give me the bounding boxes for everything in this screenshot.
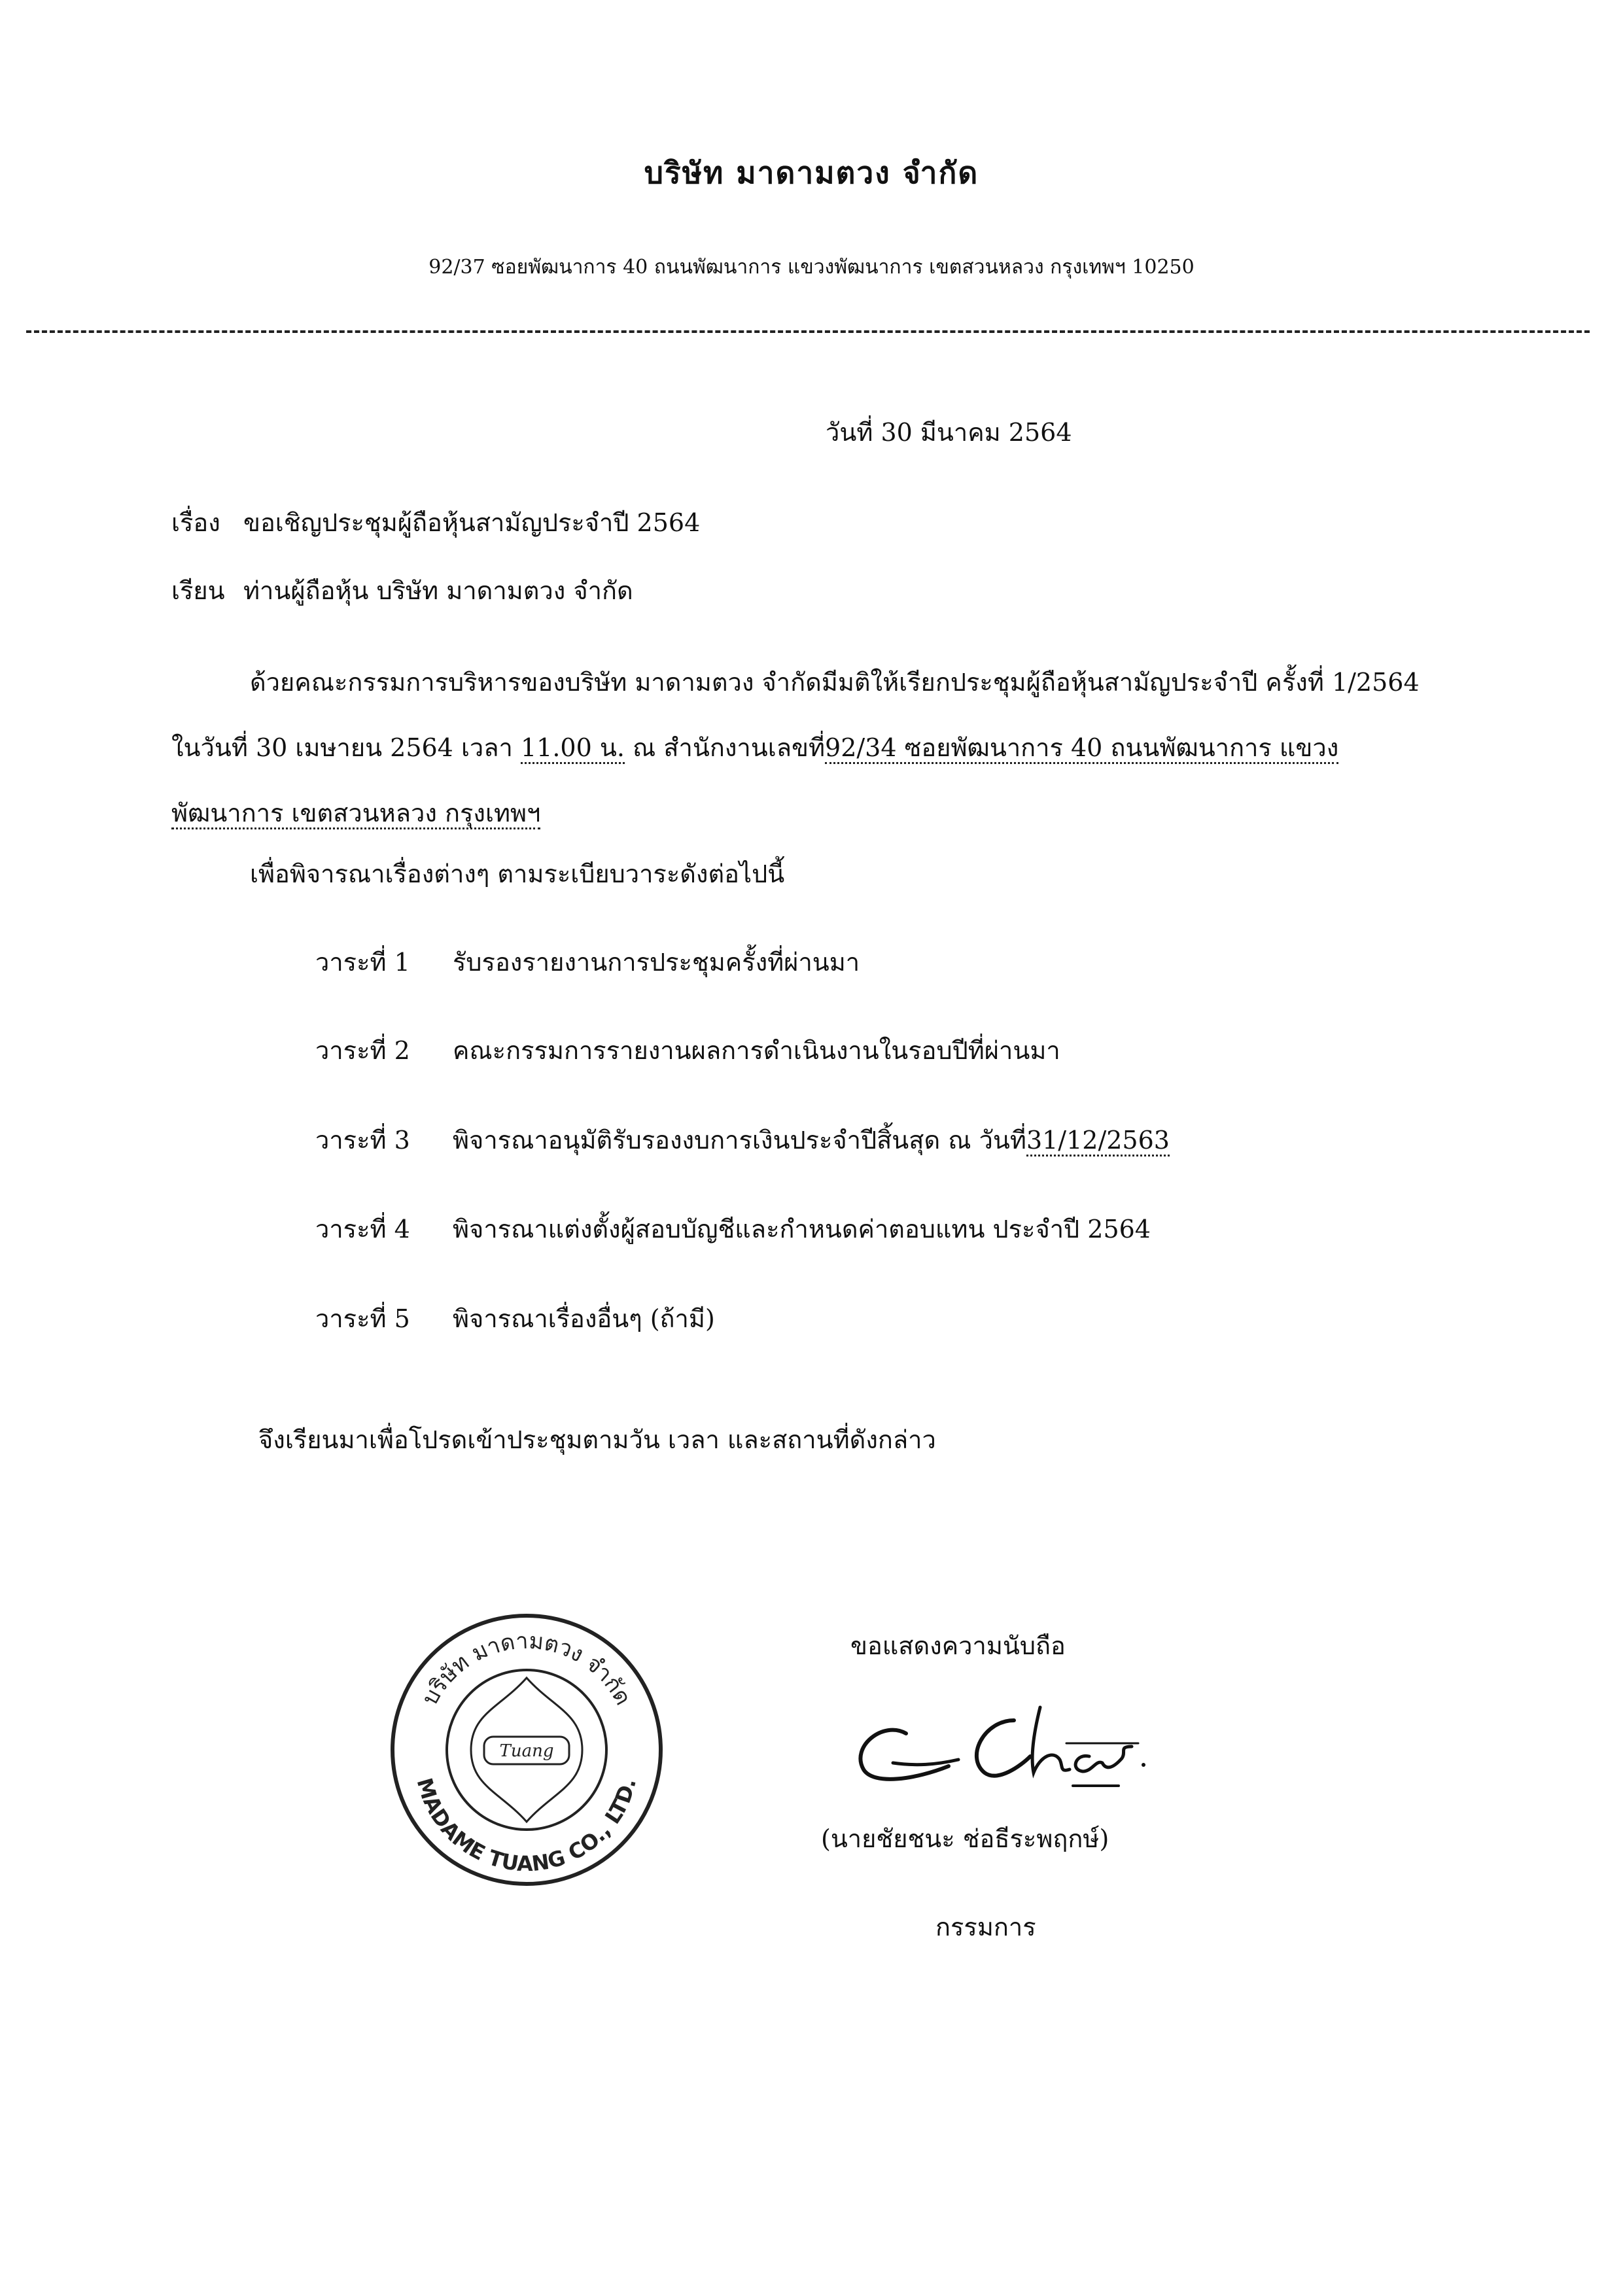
recipient-label: เรียน bbox=[171, 576, 225, 605]
signatory-name: (นายชัยชนะ ช่อธีระพฤกษ์) bbox=[821, 1824, 1109, 1853]
subject-label: เรื่อง bbox=[171, 508, 220, 537]
agenda-text: พิจารณาแต่งตั้งผู้สอบบัญชีและกำหนดค่าตอบแทน ประจำปี 2564 bbox=[453, 1215, 1151, 1244]
agenda-number: วาระที่ 1 bbox=[315, 948, 410, 977]
agenda-text: พิจารณาอนุมัติรับรองงบการเงินประจำปีสิ้นสุด ณ วันที่ bbox=[453, 1126, 1026, 1155]
meeting-time: 11.00 น. bbox=[521, 733, 625, 764]
subject-line bbox=[171, 502, 700, 542]
agenda-text: รับรองรายงานการประชุมครั้งที่ผ่านมา bbox=[453, 948, 860, 977]
agenda-number: วาระที่ 4 bbox=[315, 1215, 410, 1244]
signatory-role: กรรมการ bbox=[935, 1913, 1036, 1941]
recipient-text: ท่านผู้ถือหุ้น บริษัท มาดามตวง จำกัด bbox=[243, 576, 633, 605]
agenda-number: วาระที่ 5 bbox=[315, 1304, 410, 1333]
agenda-item bbox=[315, 1120, 1170, 1160]
recipient-line bbox=[171, 570, 633, 610]
agenda-intro: เพื่อพิจารณาเรื่องต่างๆ ตามระเบียบวาระดังต่อไปนี้ bbox=[250, 860, 785, 888]
header-divider bbox=[26, 330, 1590, 333]
regards-text: ขอแสดงความนับถือ bbox=[850, 1631, 1066, 1660]
agenda-number: วาระที่ 3 bbox=[315, 1126, 410, 1155]
agenda-item bbox=[315, 942, 860, 982]
agenda-item bbox=[315, 1209, 1151, 1249]
company-name: บริษัท มาดามตวง จำกัด bbox=[644, 155, 979, 190]
agenda-text: คณะกรรมการรายงานผลการดำเนินงานในรอบปีที่ผ่านมา bbox=[453, 1036, 1060, 1065]
agenda-item bbox=[315, 1298, 715, 1338]
agenda-date: 31/12/2563 bbox=[1026, 1126, 1170, 1157]
handwritten-signature bbox=[844, 1694, 1158, 1805]
subject-text: ขอเชิญประชุมผู้ถือหุ้นสามัญประจำปี 2564 bbox=[243, 508, 701, 537]
company-seal bbox=[386, 1609, 667, 1890]
meeting-venue: 92/34 ซอยพัฒนาการ 40 ถนนพัฒนาการ แขวงพัฒนาการ เขตสวนหลวง กรุงเทพฯ bbox=[171, 733, 1338, 829]
agenda-number: วาระที่ 2 bbox=[315, 1036, 410, 1065]
seal-thai-text: บริษัท มาดามตวง จำกัด bbox=[417, 1627, 637, 1710]
seal-english-text: MADAME TUANG CO., LTD. bbox=[411, 1775, 641, 1877]
agenda-item bbox=[315, 1030, 1060, 1070]
paragraph-text-2: ณ สำนักงานเลขที่ bbox=[624, 733, 826, 762]
closing-line: จึงเรียนมาเพื่อโปรดเข้าประชุมตามวัน เวลา และสถานที่ดังกล่าว bbox=[258, 1425, 936, 1454]
invitation-paragraph bbox=[171, 650, 1447, 846]
company-address: 92/37 ซอยพัฒนาการ 40 ถนนพัฒนาการ แขวงพัฒนาการ เขตสวนหลวง กรุงเทพฯ 10250 bbox=[428, 256, 1195, 279]
letter-date: วันที่ 30 มีนาคม 2564 bbox=[826, 418, 1072, 447]
agenda-text: พิจารณาเรื่องอื่นๆ (ถ้ามี) bbox=[453, 1304, 715, 1333]
svg-text:MADAME TUANG CO., LTD. bbox=[412, 1775, 641, 1876]
paragraph-text-1: ด้วยคณะกรรมการบริหารของบริษัท มาดามตวง จำกัดมีมติให้เรียกประชุมผู้ถือหุ้นสามัญประจำปี ครั้งที่ 1/2564 ในวันที่ 30 เมษายน 2564 เวลา bbox=[171, 668, 1420, 762]
seal-center-text: Tuang bbox=[499, 1741, 554, 1761]
